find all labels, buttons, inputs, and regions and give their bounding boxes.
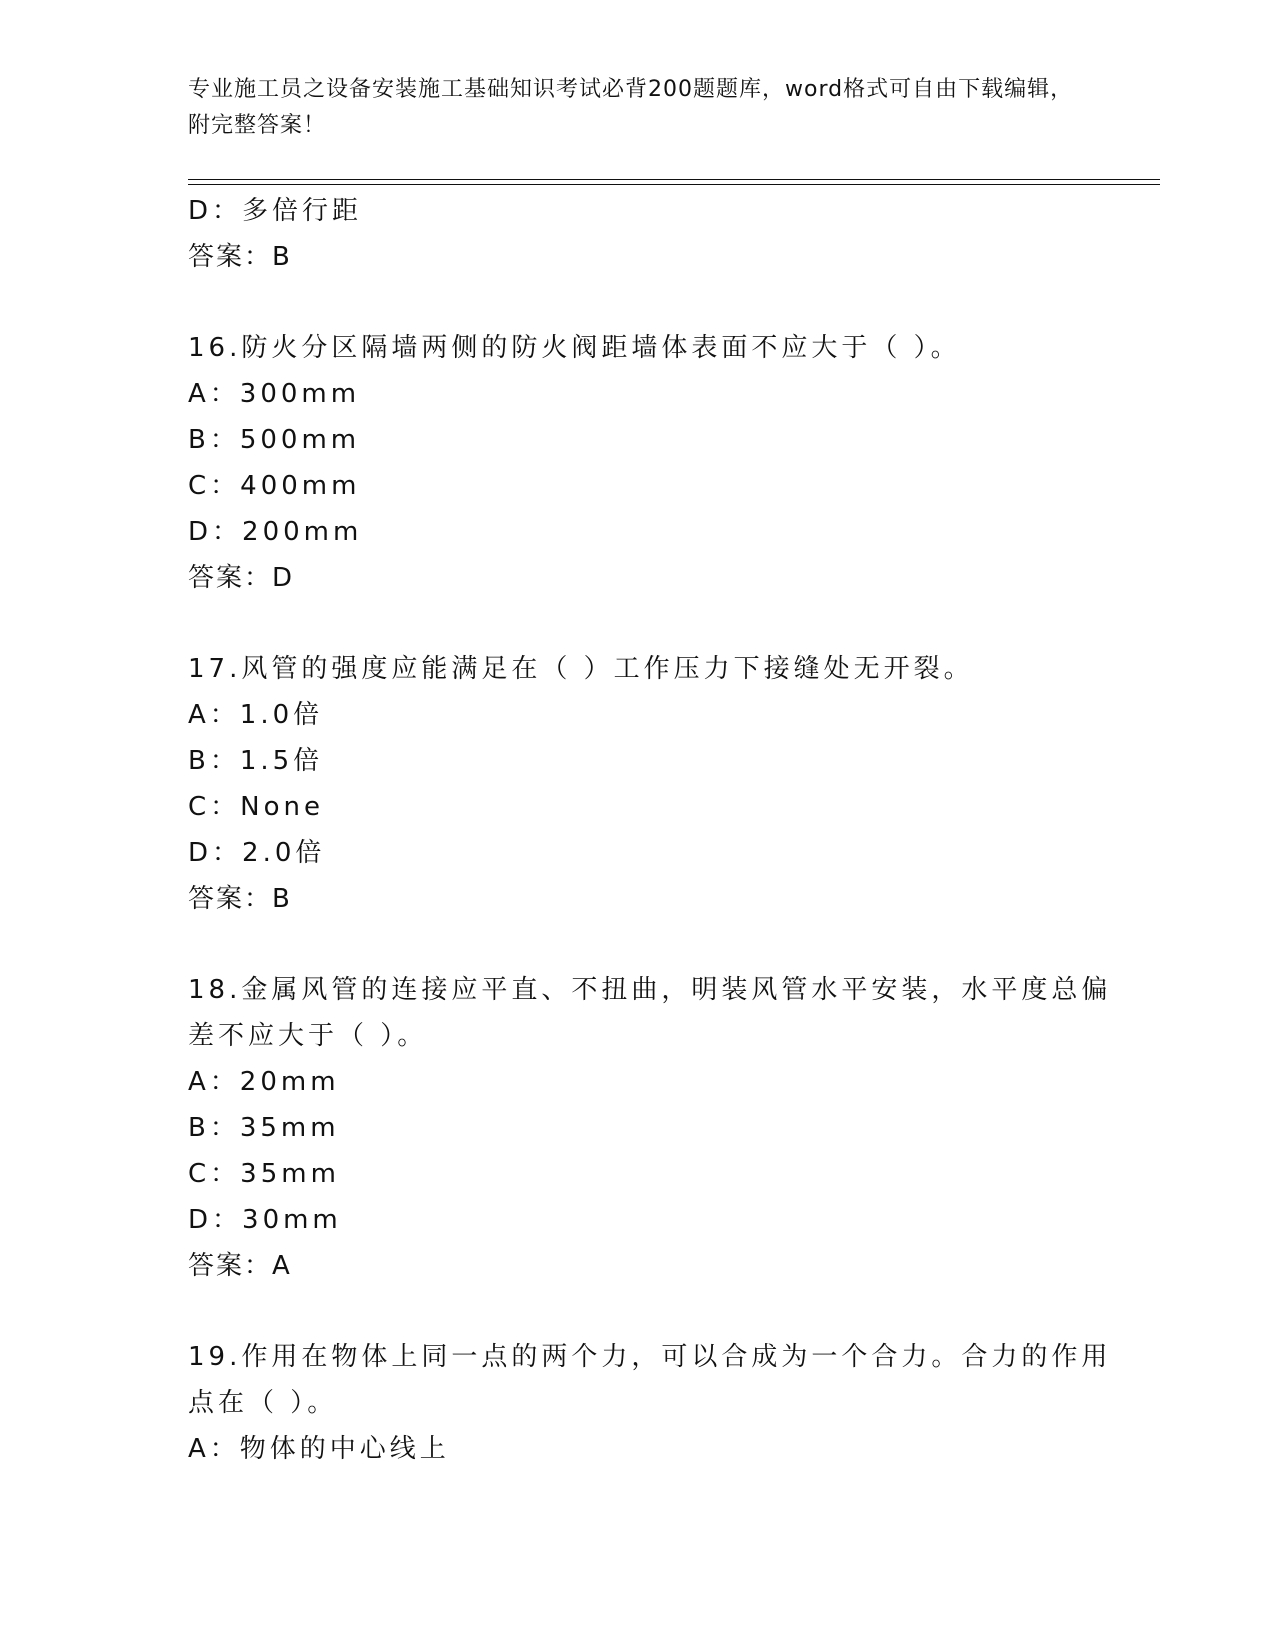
question-list <box>188 188 1112 1472</box>
question-stem: 16.防火分区隔墙两侧的防火阀距墙体表面不应大于（ ）。 <box>188 333 961 363</box>
answer-label: 答案：D <box>188 563 295 593</box>
option-c: C：None <box>188 792 324 822</box>
document-header: 专业施工员之设备安装施工基础知识考试必背200题题库，word格式可自由下载编辑，附完整答案！ <box>188 77 1074 138</box>
header-rule-bottom <box>188 184 1160 185</box>
option-b: B：500mm <box>188 425 361 455</box>
question-stem-continued: 差不应大于（ ）。 <box>188 1021 428 1051</box>
option-c: C：400mm <box>188 471 361 501</box>
header-rule-top <box>188 179 1160 180</box>
option-b: B：1.5倍 <box>188 746 324 776</box>
option-a: A：1.0倍 <box>188 700 324 730</box>
option-d: D：30mm <box>188 1205 342 1235</box>
answer-label: 答案：A <box>188 1251 292 1281</box>
option-d: D：2.0倍 <box>188 838 326 868</box>
answer-label: 答案：B <box>188 884 292 914</box>
option-c: C：35mm <box>188 1159 340 1189</box>
question-stem: 18.金属风管的连接应平直、不扭曲，明装风管水平安装，水平度总偏 <box>188 975 1112 1005</box>
option-a: A：物体的中心线上 <box>188 1434 450 1464</box>
option-a: A：20mm <box>188 1067 340 1097</box>
answer-label: 答案：B <box>188 242 292 272</box>
question-stem: 17.风管的强度应能满足在（ ）工作压力下接缝处无开裂。 <box>188 654 974 684</box>
question-stem-continued: 点在（ ）。 <box>188 1388 338 1418</box>
option-d: D：200mm <box>188 517 363 547</box>
option-a: A：300mm <box>188 379 361 409</box>
option-b: B：35mm <box>188 1113 340 1143</box>
question-stem: 19.作用在物体上同一点的两个力，可以合成为一个合力。合力的作用 <box>188 1342 1112 1372</box>
option-d: D：多倍行距 <box>188 196 363 226</box>
